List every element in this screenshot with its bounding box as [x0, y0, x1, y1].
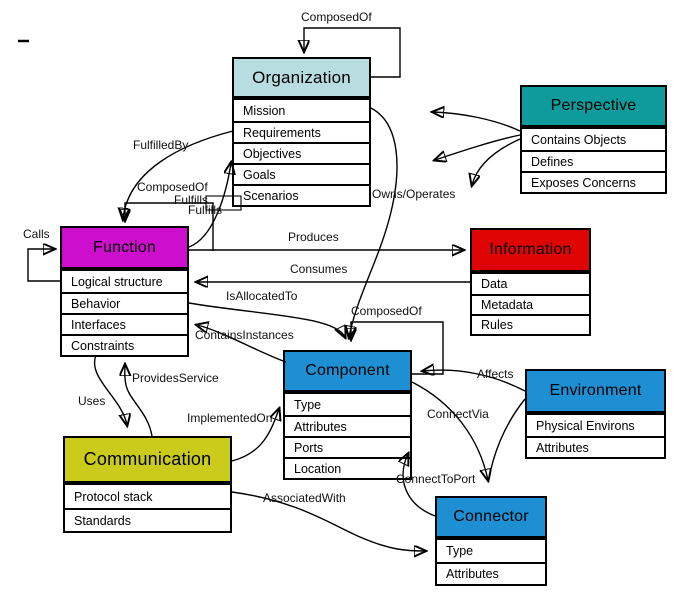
relationship-label-composedof-function: ComposedOf: [137, 180, 208, 194]
entity-title: Component: [305, 362, 390, 379]
relationship-label-connectvia: ConnectVia: [427, 407, 489, 421]
entity-environment-rows: [525, 413, 666, 459]
entity-row: Requirements: [234, 121, 369, 142]
entity-row: Standards: [65, 508, 230, 531]
entity-organization-header: [232, 57, 371, 98]
entity-title: Connector: [453, 508, 529, 525]
relationship-label-produces: Produces: [288, 230, 339, 244]
entity-perspective-rows: [520, 127, 667, 194]
entity-connector-header: [435, 496, 547, 538]
relationship-label-consumes: Consumes: [290, 262, 348, 276]
entity-row: Objectives: [234, 142, 369, 163]
edge-calls: [28, 249, 61, 281]
relationship-label-affects: Affects: [477, 367, 514, 381]
entity-row: Location: [285, 457, 410, 478]
entity-row: Logical structure: [62, 271, 187, 292]
entity-row: Scenarios: [234, 184, 369, 205]
entity-row: Ports: [285, 436, 410, 457]
entity-row: Data: [472, 274, 589, 294]
relationship-label-ownsoperates: Owns/Operates: [372, 187, 456, 201]
entity-component: [283, 350, 412, 480]
entity-row: Contains Objects: [522, 129, 665, 150]
relationship-label-calls: Calls: [23, 227, 50, 241]
entity-communication: [63, 436, 232, 533]
entity-title: Function: [93, 238, 156, 256]
entity-row: Mission: [234, 100, 369, 121]
edge-perspective-2: [435, 135, 520, 160]
entity-environment-header: [525, 369, 666, 413]
entity-row: Exposes Concerns: [522, 171, 665, 192]
entity-perspective-header: [520, 85, 667, 127]
entity-title: Information: [489, 241, 572, 258]
entity-information-rows: [470, 272, 591, 336]
entity-row: Goals: [234, 163, 369, 184]
entity-row: Metadata: [472, 294, 589, 314]
entity-row: Interfaces: [62, 313, 187, 334]
entity-perspective: [520, 85, 667, 194]
relationship-label-associatedwith: AssociatedWith: [263, 491, 346, 505]
entity-row: Behavior: [62, 292, 187, 313]
entity-title: Perspective: [550, 97, 637, 114]
relationship-label-connecttoport: ConnectToPort: [396, 472, 476, 486]
entity-component-rows: [283, 392, 412, 480]
entity-row: Rules: [472, 314, 589, 334]
edge-perspective-3: [472, 139, 520, 185]
edge-uses: [95, 355, 127, 425]
entity-row: Attributes: [527, 436, 664, 457]
relationship-label-fulfills-1: Fulfills: [174, 193, 209, 207]
entity-organization: [232, 57, 371, 207]
relationship-label-uses: Uses: [78, 394, 106, 408]
entity-row: Constraints: [62, 334, 187, 355]
entity-row: Attributes: [285, 415, 410, 436]
relationship-label-composedof-organization: ComposedOf: [301, 10, 372, 24]
entity-function: [60, 226, 189, 357]
relationship-label-implementedon: ImplementedOn: [187, 411, 273, 425]
entity-row: Protocol stack: [65, 485, 230, 508]
entity-organization-rows: [232, 98, 371, 207]
entity-environment: [525, 369, 666, 459]
entity-title: Organization: [252, 67, 351, 87]
relationship-label-fulfilledby: FulfilledBy: [133, 138, 189, 152]
edge-environment-connector: [489, 399, 525, 479]
relationship-label-providesservice: ProvidesService: [132, 371, 219, 385]
relationship-label-composedof-component: ComposedOf: [351, 304, 422, 318]
entity-connector-rows: [435, 538, 547, 586]
entity-row: Physical Environs: [527, 415, 664, 436]
entity-row: Attributes: [437, 562, 545, 584]
entity-communication-rows: [63, 483, 232, 533]
entity-row: Type: [285, 394, 410, 415]
entity-function-header: [60, 226, 189, 269]
entity-row: Defines: [522, 150, 665, 171]
entity-communication-header: [63, 436, 232, 483]
relationship-label-containsinstances: ContainsInstances: [195, 328, 294, 342]
entity-title: Environment: [549, 382, 642, 399]
entity-component-header: [283, 350, 412, 392]
entity-information: [470, 228, 591, 336]
entity-information-header: [470, 228, 591, 272]
relationship-label-isallocatedto: IsAllocatedTo: [226, 289, 298, 303]
edge-connectvia: [412, 382, 488, 480]
entity-title: Communication: [83, 449, 212, 469]
edge-perspective-1: [433, 112, 520, 131]
entity-function-rows: [60, 269, 189, 357]
entity-row: Type: [437, 540, 545, 562]
entity-connector: [435, 496, 547, 586]
relationship-label-fulfills-2: Fulfills: [188, 203, 223, 217]
